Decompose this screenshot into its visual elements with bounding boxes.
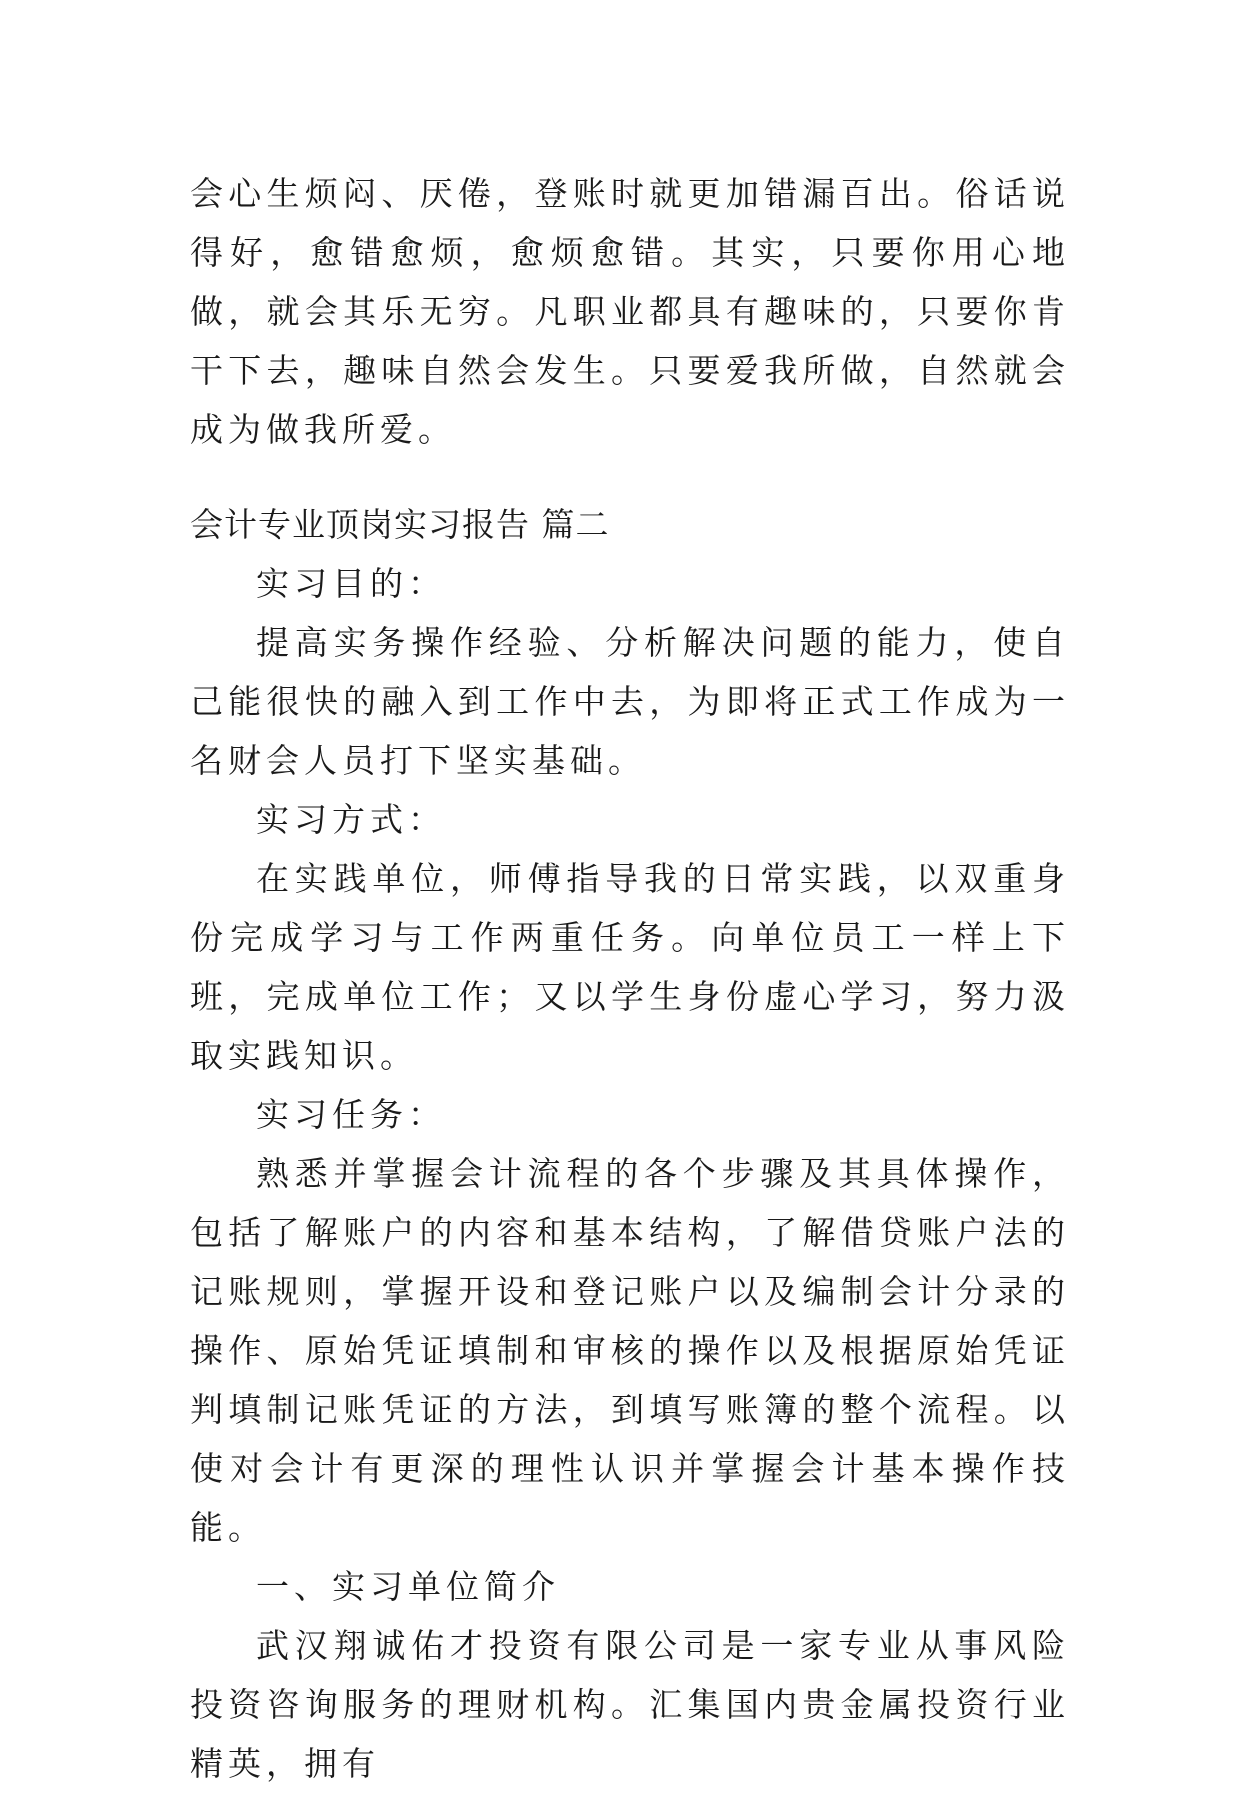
unit-paragraph: 武汉翔诚佑才投资有限公司是一家专业从事风险投资咨询服务的理财机构。汇集国内贵金属投资行业精英，拥有 <box>190 1626 1070 1783</box>
method-label: 实习方式： <box>256 800 446 839</box>
method-paragraph: 在实践单位，师傅指导我的日常实践，以双重身份完成学习与工作两重任务。向单位员工一样上下班，完成单位工作；又以学生身份虚心学习，努力汲取实践知识。 <box>190 859 1070 1075</box>
task-label: 实习任务： <box>256 1095 446 1134</box>
document-body <box>190 164 1070 1793</box>
task-paragraph: 熟悉并掌握会计流程的各个步骤及其具体操作，包括了解账户的内容和基本结构，了解借贷账户法的记账规则，掌握开设和登记账户以及编制会计分录的操作、原始凭证填制和审核的操作以及根据原始凭证判填制记账凭证的方法，到填写账簿的整个流程。以使对会计有更深的理性认识并掌握会计基本操作技能。 <box>190 1154 1070 1547</box>
section-heading: 会计专业顶岗实习报告 篇二 <box>190 505 610 544</box>
purpose-paragraph: 提高实务操作经验、分析解决问题的能力，使自己能很快的融入到工作中去，为即将正式工作成为一名财会人员打下坚实基础。 <box>190 623 1070 780</box>
intro-paragraph: 会心生烦闷、厌倦，登账时就更加错漏百出。俗话说得好，愈错愈烦，愈烦愈错。其实，只要你用心地做，就会其乐无穷。凡职业都具有趣味的，只要你肯干下去，趣味自然会发生。只要爱我所做，自然就会成为做我所爱。 <box>190 174 1070 449</box>
purpose-label: 实习目的： <box>256 564 446 603</box>
unit-heading: 一、实习单位简介 <box>256 1567 560 1606</box>
